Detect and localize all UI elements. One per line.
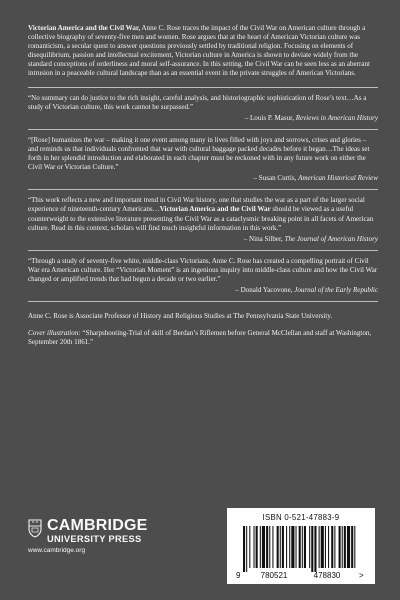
barcode-bar [246, 526, 247, 572]
publisher-press: UNIVERSITY PRESS [47, 534, 142, 544]
review-attribution [28, 174, 378, 183]
divider [28, 87, 378, 88]
publisher-logo-row [28, 518, 147, 545]
barcode-bar [351, 526, 353, 568]
barcode-bar [344, 526, 346, 568]
review-quote: “Through a study of seventy-five white, middle-class Victorians, Anne C. Rose has created a compelling portrait of Civil War era American culture. Her “Victorian Moment” is an ingenious inquiry into middle-class culture and how the Civil War changed or amplified trends that had begun a decade or two earlier.” [28, 256, 378, 283]
review-quote-book-title: Victorian America and the Civil War [159, 205, 271, 214]
barcode-bar [311, 526, 313, 572]
reviewer-name: – Nina Silber, [243, 234, 283, 243]
back-cover-text [28, 24, 378, 355]
review-quote-part: “This work reflects a new and important trend in Civil War history, one that studies the war as a part of the larger social experience of nineteenth-century Americans… [28, 196, 365, 214]
book-description [28, 24, 378, 79]
barcode-bar [256, 526, 258, 568]
barcode-bar [296, 526, 297, 568]
review-1 [28, 94, 378, 123]
cover-illustration-credit [28, 329, 378, 347]
barcode-bar [254, 526, 255, 568]
review-source: Reviews in American History [295, 113, 378, 122]
barcode-bar [302, 526, 303, 568]
barcode-bar [334, 526, 335, 568]
barcode-bar [260, 526, 261, 568]
review-quote [28, 196, 378, 232]
publisher-logo [28, 518, 147, 555]
review-4 [28, 257, 378, 295]
about-author: Anne C. Rose is Associate Professor of History and Religious Studies at The Pennsylvania State University. [28, 312, 333, 321]
barcode-bar [339, 526, 341, 568]
publisher-url: www.cambridge.org [28, 547, 86, 554]
reviewer-name: – Donald Yacovone, [235, 286, 293, 295]
barcode-bar [269, 526, 270, 568]
barcode-graphic [235, 524, 367, 582]
review-quote-part: should be viewed as a useful counterweight to the extensive literature presenting the Civil War as a cataclysmic breaking point in all facets of American culture. Read in this context, scholars will find much insightful information in this work.” [28, 205, 374, 232]
barcode-bar [309, 526, 310, 568]
barcode-bar [243, 526, 245, 572]
divider [28, 250, 378, 251]
reviewer-name: – Susan Curtis, [253, 174, 297, 183]
barcode-bar [282, 526, 284, 568]
barcode-bar [277, 526, 279, 568]
isbn-number: ISBN 0-521-47883-9 [262, 513, 340, 522]
barcode-bar [354, 526, 355, 568]
barcode-bar [328, 526, 329, 568]
barcode [227, 508, 375, 584]
barcode-bar [266, 526, 268, 568]
review-source: American Historical Review [298, 174, 378, 183]
cover-illustration-text: “Sharpshooting-Trial of skill of Berdan’s Riflemen before General McClellan and staff at Washington, September 20th 1861.” [28, 329, 372, 347]
review-attribution [28, 286, 378, 295]
review-quote: “No summary can do justice to the rich insight, careful analysis, and historiographic sophistication of Rose’s text…As a study of Victorian culture, this work cannot be surpassed.” [28, 93, 367, 111]
barcode-bar [286, 526, 287, 568]
review-3 [28, 196, 378, 243]
barcode-bar [342, 526, 343, 568]
barcode-bar [321, 526, 324, 568]
barcode-bar [249, 526, 250, 568]
barcode-bar [299, 526, 301, 568]
barcode-bar [325, 526, 326, 568]
barcode-arrow: > [359, 571, 364, 580]
divider [28, 129, 378, 130]
publisher-name: CAMBRIDGE [47, 517, 148, 534]
divider [28, 301, 378, 302]
reviewer-name: – Louis P. Masur, [244, 113, 294, 122]
barcode-bar [289, 526, 290, 568]
review-attribution [28, 235, 378, 244]
barcode-digit-first: 9 [236, 571, 241, 580]
barcode-bar [280, 526, 281, 568]
barcode-bar [272, 526, 273, 568]
barcode-bar [319, 526, 320, 568]
review-quote: “[Rose] humanizes the war – making it one event among many in lives filled with joys and sorrows, crises and glories – and reminds us that individuals confronted that war with cultural baggage packed decades before it began…The ideas set forth in her splendid introduction and elaborated in each chapter must be reckoned with in any future work on either the Civil War or Victorian Culture.” [28, 135, 370, 172]
publisher-logo-text [47, 518, 147, 545]
book-description-text: Anne C. Rose traces the impact of the Civil War on American culture through a collective biography of seventy-five men and women. Rose argues that at the heart of American Victorian culture was romanticism, a secular quest to answer questions previously settled by traditional religion. Focusing on elements of disequilibrium, passion and intellectual excitement, Victorian culture in America is shown to deviate widely from the standard conceptions of orderliness and moral self-assurance. In this setting, the Civil War can be seen less as an aberrant intrusion in a peaceable cultural landscape than as an essential event in the private struggles of American Victorians. [28, 24, 370, 78]
cover-illustration-label: Cover illustration: [28, 329, 81, 338]
barcode-digits-right: 478830 [313, 571, 341, 580]
barcode-bar [304, 526, 306, 568]
barcode-digits-left: 780521 [260, 571, 288, 580]
review-attribution [28, 114, 378, 123]
review-source: Journal of the Early Republic [294, 286, 378, 295]
shield-icon [28, 519, 42, 538]
review-2 [28, 136, 378, 183]
barcode-bar [262, 526, 265, 568]
barcode-bar [314, 526, 316, 572]
barcode-bar [347, 526, 350, 568]
barcode-bar [291, 526, 294, 568]
divider [28, 189, 378, 190]
review-source: The Journal of American History [284, 234, 378, 243]
barcode-bar [331, 526, 333, 568]
book-title: Victorian America and the Civil War, [28, 24, 141, 32]
